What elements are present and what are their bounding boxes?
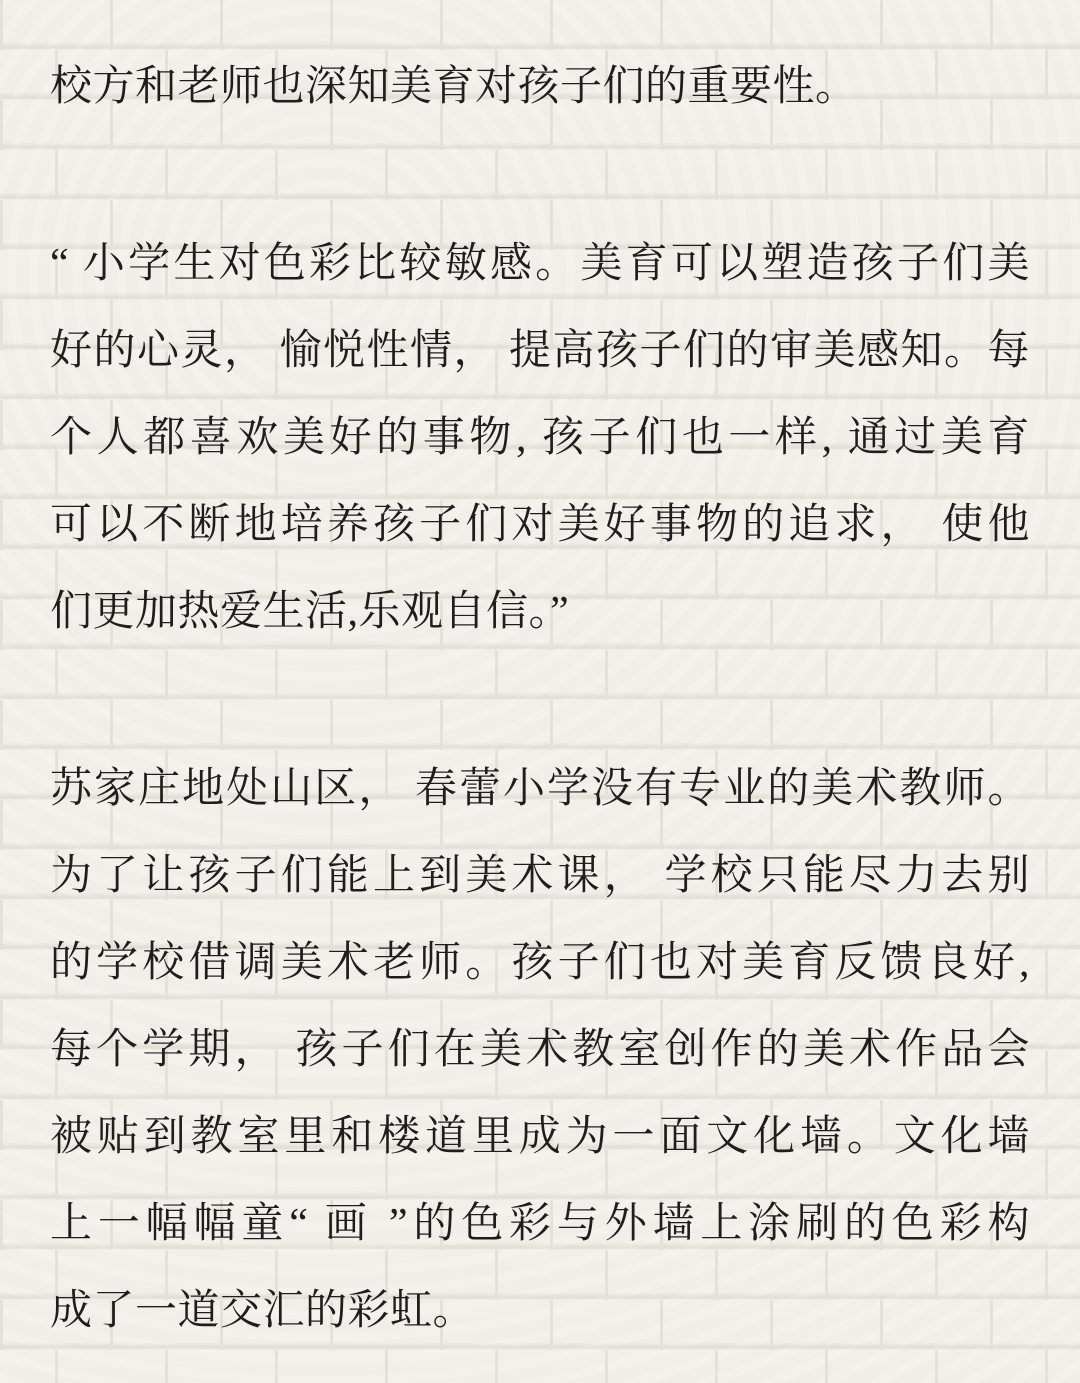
text-line: “ 小学生对色彩比较敏感。美育可以塑造孩子们美 <box>50 241 1030 287</box>
text-line: 个人都喜欢美好的事物, 孩子们也一样, 通过美育 <box>50 415 1030 461</box>
text-line: 每个学期， 孩子们在美术教室创作的美术作品会 <box>50 1027 1030 1073</box>
text-line: 校方和老师也深知美育对孩子们的重要性。 <box>50 64 858 110</box>
text-line: 成了一道交汇的彩虹。 <box>50 1288 476 1334</box>
text-line: 可以不断地培养孩子们对美好事物的追求， 使他 <box>50 502 1030 548</box>
text-line: 苏家庄地处山区， 春蕾小学没有专业的美术教师。 <box>50 766 1030 812</box>
text-line: 们更加热爱生活,乐观自信。” <box>50 589 570 635</box>
text-line: 的学校借调美术老师。孩子们也对美育反馈良好, <box>50 940 1030 986</box>
text-line: 上一幅幅童“ 画 ”的色彩与外墙上涂刷的色彩构 <box>50 1201 1030 1247</box>
paragraph-intro <box>50 44 1030 131</box>
text-line: 好的心灵， 愉悦性情， 提高孩子们的审美感知。每 <box>50 328 1030 374</box>
text-line: 被贴到教室里和楼道里成为一面文化墙。文化墙 <box>50 1114 1030 1160</box>
paragraph-quote <box>50 221 1030 656</box>
text-line: 为了让孩子们能上到美术课， 学校只能尽力去别 <box>50 853 1030 899</box>
paragraph-school-story <box>50 746 1030 1355</box>
